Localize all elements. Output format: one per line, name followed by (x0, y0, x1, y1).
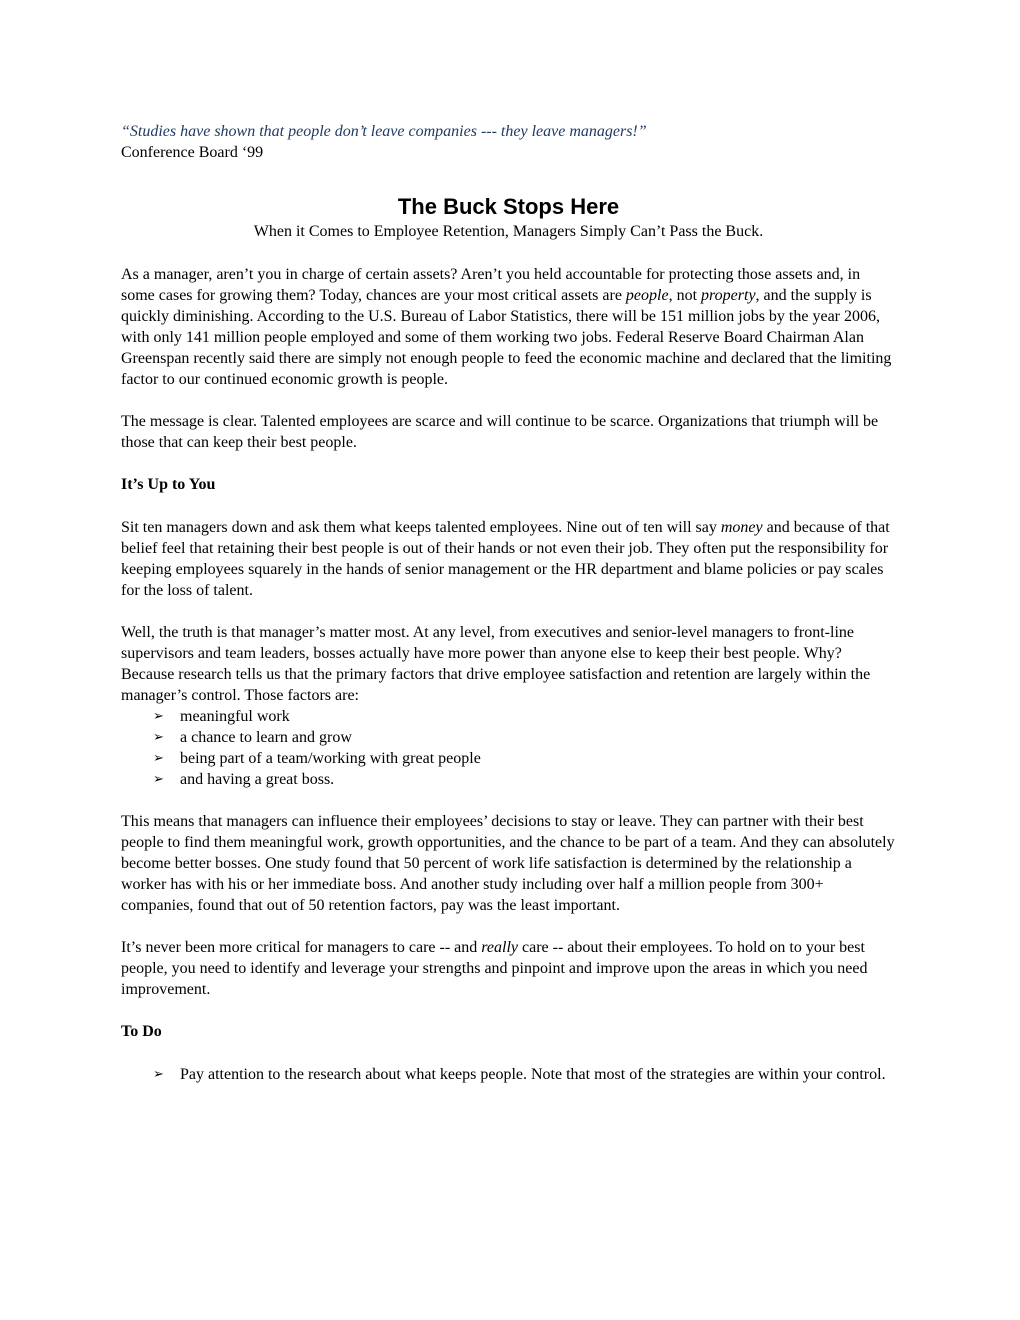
arrow-bullet-icon: ➢ (153, 772, 164, 787)
list-item: ➢ Pay attention to the research about what keeps people. Note that most of the strategies are within your control. (153, 1066, 886, 1083)
retention-factors-list (121, 706, 896, 790)
list-item: ➢ meaningful work (153, 708, 290, 725)
list-item: ➢ and having a great boss. (153, 771, 335, 788)
arrow-bullet-icon: ➢ (153, 1067, 164, 1082)
emphasis-really: really (481, 939, 518, 956)
article-subtitle: When it Comes to Employee Retention, Managers Simply Can’t Pass the Buck. (253, 223, 764, 240)
epigraph-quote: “Studies have shown that people don’t leave companies --- they leave managers!” (121, 123, 647, 140)
emphasis-money: money (720, 519, 763, 536)
article-title: The Buck Stops Here (397, 194, 620, 219)
todo-list (121, 1064, 896, 1085)
managers-paragraph: Sit ten managers down and ask them what keeps talented employees. Nine out of ten will say money and because of that belief feel that retaining their best people is out of their hands or not even their job. They often put the responsibility for keeping employees squarely in the hands of senior management or the HR department and blame policies or pay scales for the loss of talent. (121, 519, 890, 599)
intro-paragraph: As a manager, aren’t you in charge of certain assets? Aren’t you held accountable for protecting those assets and, in some cases for growing them? Today, chances are your most critical assets are people, not property, and the supply is quickly diminishing. According to the U.S. Bureau of Labor Statistics, there will be 151 million jobs by the year 2006, with only 141 million people employed and some of them working two jobs. Federal Reserve Board Chairman Alan Greenspan recently said there are simply not enough people to feed the economic machine and declared that the limiting factor to our continued economic growth is people. (121, 266, 892, 388)
list-item: ➢ being part of a team/working with great people (153, 750, 481, 767)
message-paragraph: The message is clear. Talented employees are scarce and will continue to be scarce. Organizations that triumph will be those that can keep their best people. (121, 413, 879, 451)
influence-paragraph: This means that managers can influence their employees’ decisions to stay or leave. They can partner with their best people to find them meaningful work, growth opportunities, and the chance to be part of a team. And they can absolutely become better bosses. One study found that 50 percent of work life satisfaction is determined by the relationship a worker has with his or her immediate boss. And another study including over half a million people from 300+ companies, found that out of 50 retention factors, pay was the least important. (121, 813, 895, 914)
section-heading-up-to-you: It’s Up to You (121, 476, 216, 493)
arrow-bullet-icon: ➢ (153, 751, 164, 766)
emphasis-people: people (625, 287, 669, 304)
arrow-bullet-icon: ➢ (153, 730, 164, 745)
section-heading-to-do: To Do (121, 1023, 162, 1040)
emphasis-property: property (701, 287, 756, 304)
document-page (121, 121, 896, 1085)
care-paragraph: It’s never been more critical for managers to care -- and really care -- about their employees. To hold on to your best people, you need to identify and leverage your strengths and pinpoint and improve upon the areas in which you need improvement. (121, 939, 868, 998)
epigraph-source: Conference Board ‘99 (121, 144, 264, 161)
truth-paragraph: Well, the truth is that manager’s matter most. At any level, from executives and senior-level managers to front-line supervisors and team leaders, bosses actually have more power than anyone else to keep their best people. Why? Because research tells us that the primary factors that drive employee satisfaction and retention are largely within the manager’s control. Those factors are: (121, 624, 871, 704)
arrow-bullet-icon: ➢ (153, 709, 164, 724)
list-item: ➢ a chance to learn and grow (153, 729, 352, 746)
